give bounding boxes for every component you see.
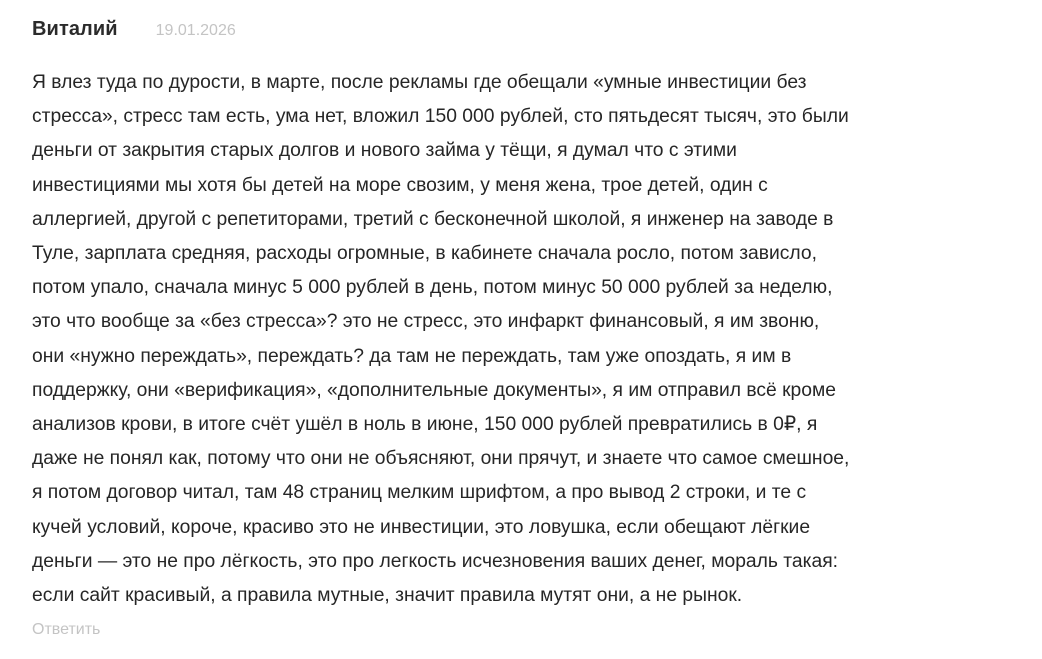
comment-date: 19.01.2026 xyxy=(155,22,236,39)
comment-text-line: потом упало, сначала минус 5 000 рублей в день, потом минус 50 000 рублей за неделю, xyxy=(32,277,833,299)
comment-text-line: это что вообще за «без стресса»? это не стресс, это инфаркт финансовый, я им звоню, xyxy=(32,311,820,333)
comment-text-line: аллергией, другой с репетиторами, третий с бесконечной школой, я инженер на заводе в xyxy=(32,208,834,230)
comment-text-line: Я влез туда по дурости, в марте, после рекламы где обещали «умные инвестиции без xyxy=(32,72,807,93)
comment-text-line: я потом договор читал, там 48 страниц мелким шрифтом, а про вывод 2 строки, и те с xyxy=(32,482,807,504)
comment-text-line: анализов крови, в итоге счёт ушёл в ноль в июне, 150 000 рублей превратились в 0₽, я xyxy=(32,414,818,436)
comment-text-line: поддержку, они «верификация», «дополнительные документы», я им отправил всё кроме xyxy=(32,379,836,401)
comment-header xyxy=(32,18,1018,50)
comment-text-line: деньги — это не про лёгкость, это про легкость исчезновения ваших денег, мораль такая: xyxy=(32,550,839,572)
comment-text-line: если сайт красивый, а правила мутные, значит правила мутят они, а не рынок. xyxy=(32,585,743,607)
comment-author: Виталий xyxy=(32,18,118,40)
comment-text-line: инвестициями мы хотя бы детей на море свозим, у меня жена, трое детей, один с xyxy=(32,174,768,196)
comment-text-line: кучей условий, короче, красиво это не инвестиции, это ловушка, если обещают лёгкие xyxy=(32,516,811,538)
reply-link[interactable]: Ответить xyxy=(32,621,101,639)
comment-text-line: деньги от закрытия старых долгов и нового займа у тёщи, я думал что с этими xyxy=(32,140,737,162)
comment-text-line: Туле, зарплата средняя, расходы огромные, в кабинете сначала росло, потом зависло, xyxy=(32,243,817,265)
comment-text xyxy=(32,66,1012,613)
comment-text-line: стресса», стресс там есть, ума нет, вложил 150 000 рублей, сто пятьдесят тысяч, это были xyxy=(32,106,849,128)
comment-text-line: даже не понял как, потому что они не объясняют, они прячут, и знаете что самое смешное, xyxy=(32,448,850,470)
comment-text-line: они «нужно переждать», переждать? да там не переждать, там уже опоздать, я им в xyxy=(32,345,792,367)
